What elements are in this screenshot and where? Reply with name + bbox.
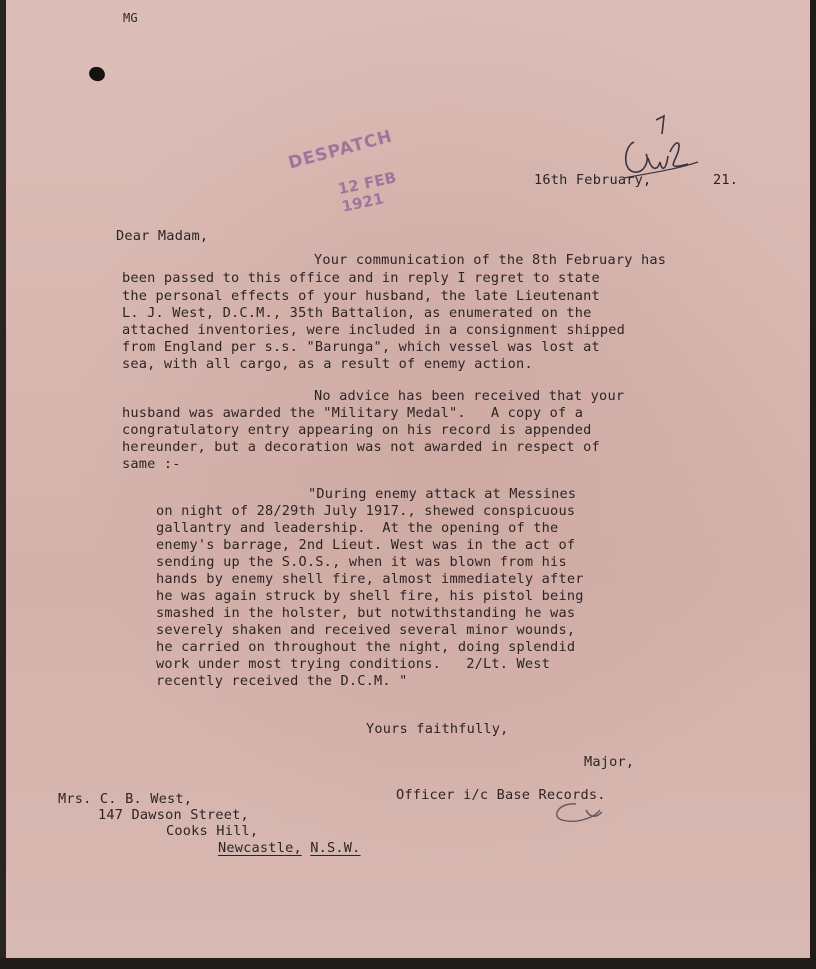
quote-line: severely shaken and received several minor wounds,	[156, 622, 576, 638]
address-name: Mrs. C. B. West,	[58, 791, 193, 807]
address-state: N.S.W.	[310, 840, 361, 856]
text-line: L. J. West, D.C.M., 35th Battalion, as enumerated on the	[122, 305, 592, 321]
scan-border-right	[810, 0, 816, 969]
quote-line: gallantry and leadership. At the opening of the	[156, 520, 559, 536]
text-line: the personal effects of your husband, the late Lieutenant	[122, 288, 600, 304]
quote-line: recently received the D.C.M. "	[156, 673, 408, 689]
text-line: No advice has been received that your	[314, 388, 625, 404]
punch-hole	[87, 65, 107, 84]
quote-line: sending up the S.O.S., when it was blown from his	[156, 554, 567, 570]
signatory-title: Officer i/c Base Records.	[396, 787, 606, 803]
scan-border-bottom	[0, 958, 816, 969]
text-line: hereunder, but a decoration was not awarded in respect of	[122, 439, 600, 455]
reference-initials: MG	[123, 11, 138, 25]
closing: Yours faithfully,	[366, 721, 509, 737]
signatory-rank: Major,	[584, 754, 635, 770]
text-line: husband was awarded the "Military Medal". A copy of a	[122, 405, 584, 421]
quote-line: he carried on throughout the night, doing splendid	[156, 639, 576, 655]
date-day: 16th February,	[534, 172, 652, 188]
address-street: 147 Dawson Street,	[98, 807, 249, 823]
text-line: attached inventories, were included in a consignment shipped	[122, 322, 626, 338]
text-line: same :-	[122, 456, 181, 472]
initials-mark	[546, 796, 616, 828]
quote-line: on night of 28/29th July 1917., shewed conspicuous	[156, 503, 576, 519]
stamp-date: 12 FEB 1921	[336, 168, 399, 216]
salutation: Dear Madam,	[116, 228, 209, 244]
quote-line: he was again struck by shell fire, his pistol being	[156, 588, 584, 604]
quote-line: "During enemy attack at Messines	[308, 486, 577, 502]
text-line: been passed to this office and in reply I regret to state	[122, 270, 600, 286]
quote-line: enemy's barrage, 2nd Lieut. West was in the act of	[156, 537, 576, 553]
date-year: 21.	[713, 172, 739, 188]
text-line: sea, with all cargo, as a result of enemy action.	[122, 356, 533, 372]
stamp-label: DESPATCH	[286, 126, 395, 174]
text-line: congratulatory entry appearing on his record is appended	[122, 422, 592, 438]
despatch-stamp	[286, 122, 437, 216]
text-line: Your communication of the 8th February has	[314, 252, 667, 268]
text-line: from England per s.s. "Barunga", which vessel was lost at	[122, 339, 600, 355]
quote-line: smashed in the holster, but notwithstanding he was	[156, 605, 576, 621]
quote-line: hands by enemy shell fire, almost immediately after	[156, 571, 584, 587]
quote-line: work under most trying conditions. 2/Lt. West	[156, 656, 551, 672]
address-suburb: Cooks Hill,	[166, 823, 259, 839]
letter-sheet	[6, 0, 810, 958]
address-city-line	[218, 840, 361, 856]
address-city: Newcastle,	[218, 840, 302, 856]
